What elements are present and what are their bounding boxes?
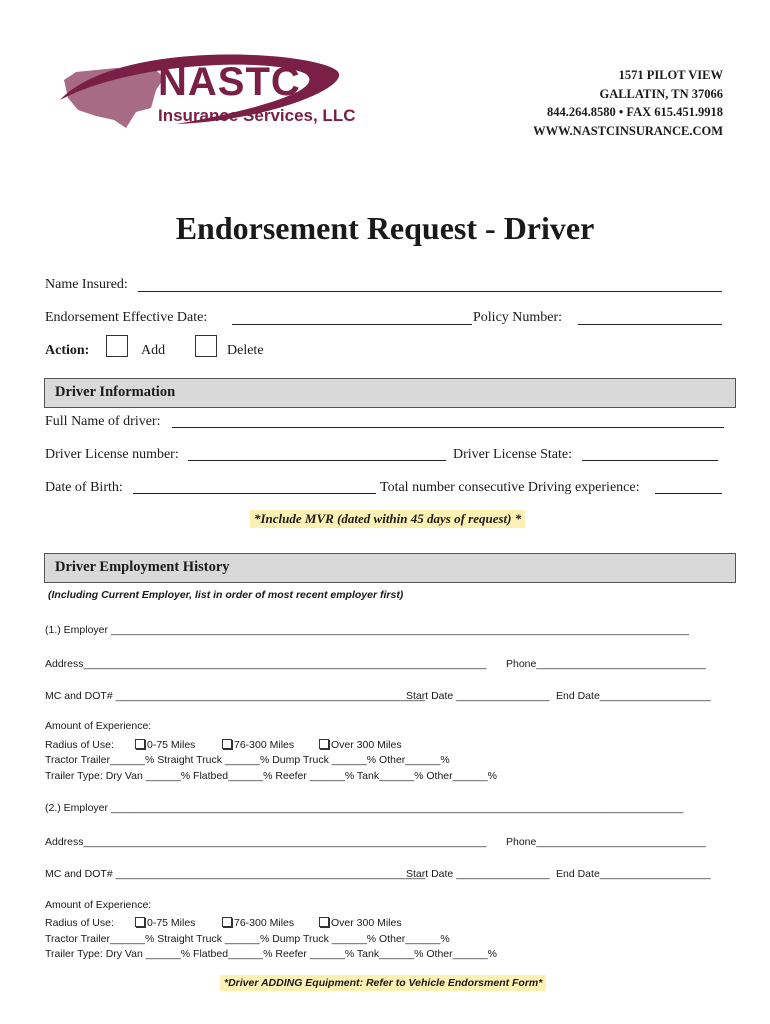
license-state-field[interactable]	[582, 460, 718, 461]
checkbox-icon[interactable]	[135, 739, 145, 749]
employer-1-mc-dot[interactable]: MC and DOT# _____________________________________________________	[45, 690, 426, 702]
employment-history-title: Driver Employment History	[55, 559, 230, 575]
license-number-field[interactable]	[188, 460, 446, 461]
employer-2-trailer-mix[interactable]: Trailer Type: Dry Van ______% Flatbed______% Reefer ______% Tank______% Other______%	[45, 948, 497, 960]
experience-label: Total number consecutive Driving experience:	[380, 480, 640, 495]
dob-field[interactable]	[133, 493, 376, 494]
policy-number-field[interactable]	[578, 324, 722, 325]
employer-1-amount-label: Amount of Experience:	[45, 720, 152, 732]
employer-2-radius-label: Radius of Use:	[45, 917, 114, 929]
employer-2-field[interactable]: (2.) Employer __________________________________________________________________________________________________	[45, 802, 684, 814]
employer-1-phone[interactable]: Phone_____________________________	[506, 658, 706, 670]
employer-1-trailer-mix[interactable]: Trailer Type: Dry Van ______% Flatbed______% Reefer ______% Tank______% Other______%	[45, 770, 497, 782]
add-label: Add	[141, 343, 166, 358]
employment-subnote: (Including Current Employer, list in order of most recent employer first)	[48, 589, 404, 601]
employer-1-tractor-mix[interactable]: Tractor Trailer______% Straight Truck ______% Dump Truck ______% Other______%	[45, 754, 450, 766]
effective-date-field[interactable]	[232, 324, 472, 325]
mvr-note: *Include MVR (dated within 45 days of request) *	[250, 510, 525, 528]
checkbox-icon[interactable]	[135, 917, 145, 927]
delete-checkbox[interactable]	[195, 335, 217, 357]
license-state-label: Driver License State:	[453, 447, 572, 462]
effective-date-label: Endorsement Effective Date:	[45, 310, 208, 325]
employment-history-header	[44, 553, 736, 583]
employer-2-address[interactable]: Address_____________________________________________________________________	[45, 836, 487, 848]
employer-1-start-date[interactable]: Start Date ________________	[406, 690, 550, 702]
employer-2-start-date[interactable]: Start Date ________________	[406, 868, 550, 880]
employer-2-mc-dot[interactable]: MC and DOT# _____________________________________________________	[45, 868, 426, 880]
employer-1-radius-76-300[interactable]: 76-300 Miles	[222, 738, 294, 752]
employer-2-radius-over-300[interactable]: Over 300 Miles	[319, 916, 402, 930]
address-city: GALLATIN, TN 37066	[599, 86, 723, 101]
address-phone-fax: 844.264.8580 • FAX 615.451.9918	[546, 105, 723, 119]
employer-1-end-date[interactable]: End Date___________________	[556, 690, 711, 702]
employer-2-tractor-mix[interactable]: Tractor Trailer______% Straight Truck ______% Dump Truck ______% Other______%	[45, 933, 450, 945]
checkbox-icon[interactable]	[222, 917, 232, 927]
company-address-block	[533, 66, 723, 140]
employer-1-radius-label: Radius of Use:	[45, 739, 114, 751]
employer-2-end-date[interactable]: End Date___________________	[556, 868, 711, 880]
logo-subtitle-text: Insurance Services, LLC	[158, 106, 356, 125]
name-insured-label: Name Insured:	[45, 277, 128, 292]
page-title: Endorsement Request - Driver	[175, 210, 595, 246]
delete-label: Delete	[227, 343, 264, 358]
address-website: WWW.NASTCINSURANCE.COM	[533, 123, 723, 138]
policy-number-label: Policy Number:	[473, 310, 563, 325]
checkbox-icon[interactable]	[319, 917, 329, 927]
address-street: 1571 PILOT VIEW	[618, 68, 723, 82]
name-insured-field[interactable]	[138, 291, 722, 292]
footer-equipment-note: *Driver ADDING Equipment: Refer to Vehicle Endorsment Form*	[220, 975, 546, 991]
employer-1-address[interactable]: Address_____________________________________________________________________	[45, 658, 487, 670]
checkbox-icon[interactable]	[222, 739, 232, 749]
employer-2-amount-label: Amount of Experience:	[45, 899, 152, 911]
employer-1-field[interactable]: (1.) Employer ___________________________________________________________________________________________________	[45, 624, 690, 636]
full-name-label: Full Name of driver:	[45, 414, 161, 429]
employer-2-phone[interactable]: Phone_____________________________	[506, 836, 706, 848]
experience-field[interactable]	[655, 493, 722, 494]
license-number-label: Driver License number:	[45, 447, 179, 462]
action-label: Action:	[45, 343, 90, 358]
logo-brand-text: NASTC	[158, 60, 301, 104]
full-name-field[interactable]	[172, 427, 724, 428]
driver-information-title: Driver Information	[55, 384, 176, 400]
add-checkbox[interactable]	[106, 335, 128, 357]
dob-label: Date of Birth:	[45, 480, 123, 495]
employer-1-radius-over-300[interactable]: Over 300 Miles	[319, 738, 402, 752]
employer-2-radius-76-300[interactable]: 76-300 Miles	[222, 916, 294, 930]
employer-1-radius-0-75[interactable]: 0-75 Miles	[135, 738, 195, 752]
checkbox-icon[interactable]	[319, 739, 329, 749]
employer-2-radius-0-75[interactable]: 0-75 Miles	[135, 916, 195, 930]
driver-information-header	[44, 378, 736, 408]
